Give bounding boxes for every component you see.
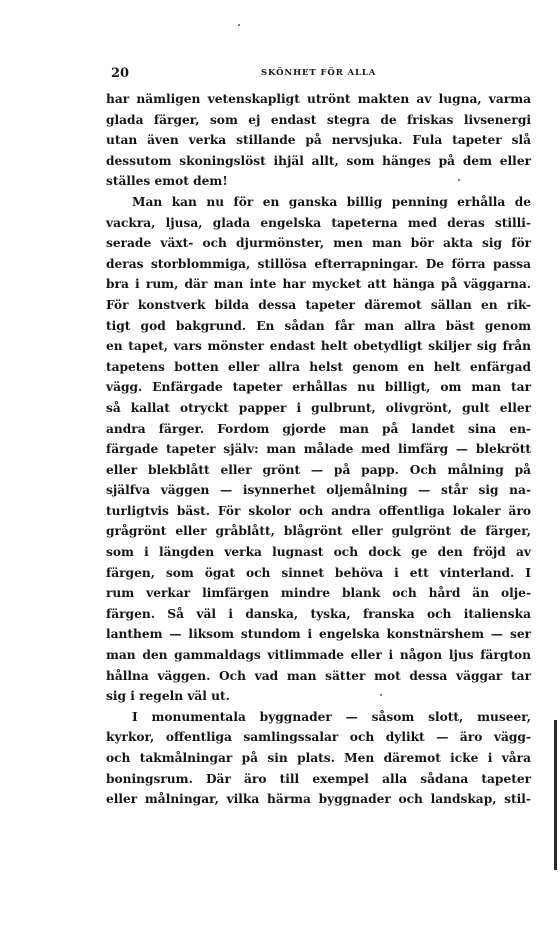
text-line: vackra, ljusa, glada engelska tapeterna med deras stilli- bbox=[106, 215, 531, 230]
paragraph bbox=[106, 707, 531, 810]
text-line: sig i regeln väl ut. bbox=[106, 689, 230, 704]
text-line: en tapet, vars mönster endast helt obetydligt skiljer sig från bbox=[106, 339, 531, 354]
text-line: bra i rum, där man inte har mycket att hänga på väggarna. bbox=[106, 277, 531, 292]
text-line: andra färger. Fordom gjorde man på landet sina en- bbox=[106, 421, 531, 436]
text-line: själfva väggen — isynnerhet oljemålning — står sig na- bbox=[106, 483, 531, 498]
text-line: man den gammaldags vitlimmade eller i någon ljus färgton bbox=[106, 648, 531, 663]
text-line: boningsrum. Där äro till exempel alla sådana tapeter bbox=[106, 771, 531, 786]
page-number: 20 bbox=[111, 66, 130, 81]
paragraph bbox=[106, 89, 531, 192]
text-line: rum verkar limfärgen mindre blank och hård än olje- bbox=[106, 586, 531, 601]
text-line: eller blekblått eller grönt — på papp. Och målning på bbox=[106, 462, 531, 477]
text-line: färgen. Så väl i danska, tyska, franska och italienska bbox=[106, 606, 531, 621]
text-line: glada färger, som ej endast stegra de friskas livsenergi bbox=[106, 112, 531, 127]
text-line: I monumentala byggnader — såsom slott, museer, bbox=[132, 709, 531, 724]
text-line: tapetens botten eller allra helst genom en helt enfärgad bbox=[106, 359, 531, 374]
text-line: lanthem — liksom stundom i engelska konstnärshem — ser bbox=[106, 627, 531, 642]
text-line: har nämligen vetenskapligt utrönt makten av lugna, varma bbox=[106, 92, 531, 106]
margin-mark bbox=[554, 720, 557, 870]
text-line: Man kan nu för en ganska billig penning erhålla de bbox=[132, 194, 531, 209]
body-text bbox=[106, 89, 531, 810]
running-title: SKÖNHET FÖR ALLA bbox=[261, 68, 377, 78]
text-line: grågrönt eller gråblått, blågrönt eller gulgrönt de färger, bbox=[106, 524, 531, 539]
paragraph bbox=[106, 192, 531, 707]
page-header bbox=[111, 66, 535, 82]
text-line: ställes emot dem! bbox=[106, 174, 228, 189]
text-line: och takmålningar på sin plats. Men däremot icke i våra bbox=[106, 751, 531, 765]
text-line: hållna väggen. Och vad man sätter mot dessa väggar tar bbox=[106, 668, 531, 683]
text-line: som i längden verka lugnast och dock ge den fröjd av bbox=[106, 545, 531, 560]
text-line: eller målningar, vilka härma byggnader och landskap, stil- bbox=[106, 792, 531, 807]
text-line: färgade tapeter själv: man målade med limfärg — blekrött bbox=[106, 442, 531, 457]
text-line: För konstverk bilda dessa tapeter däremot sällan en rik- bbox=[106, 297, 531, 312]
text-line: vägg. Enfärgade tapeter erhållas nu billigt, om man tar bbox=[106, 380, 531, 395]
text-line: tigt god bakgrund. En sådan får man allra bäst genom bbox=[106, 318, 531, 333]
text-line: deras storblommiga, stillösa efterrapningar. De förra passa bbox=[106, 256, 531, 271]
text-line: serade växt- och djurmönster, men man bör akta sig för bbox=[106, 236, 531, 251]
text-line: turligtvis bäst. För skolor och andra offentliga lokaler äro bbox=[106, 503, 531, 518]
text-line: så kallat otryckt papper i gulbrunt, olivgrönt, gult eller bbox=[106, 400, 531, 415]
text-line: utan även verka stillande på nervsjuka. Fula tapeter slå bbox=[106, 133, 531, 148]
text-line: färgen, som ögat och sinnet behöva i ett vinterland. I bbox=[106, 565, 531, 580]
text-line: dessutom skoningslöst ihjäl allt, som hänges på dem eller bbox=[106, 153, 531, 168]
text-line: kyrkor, offentliga samlingssalar och dylikt — äro vägg- bbox=[106, 730, 531, 745]
ink-speck bbox=[238, 24, 240, 26]
